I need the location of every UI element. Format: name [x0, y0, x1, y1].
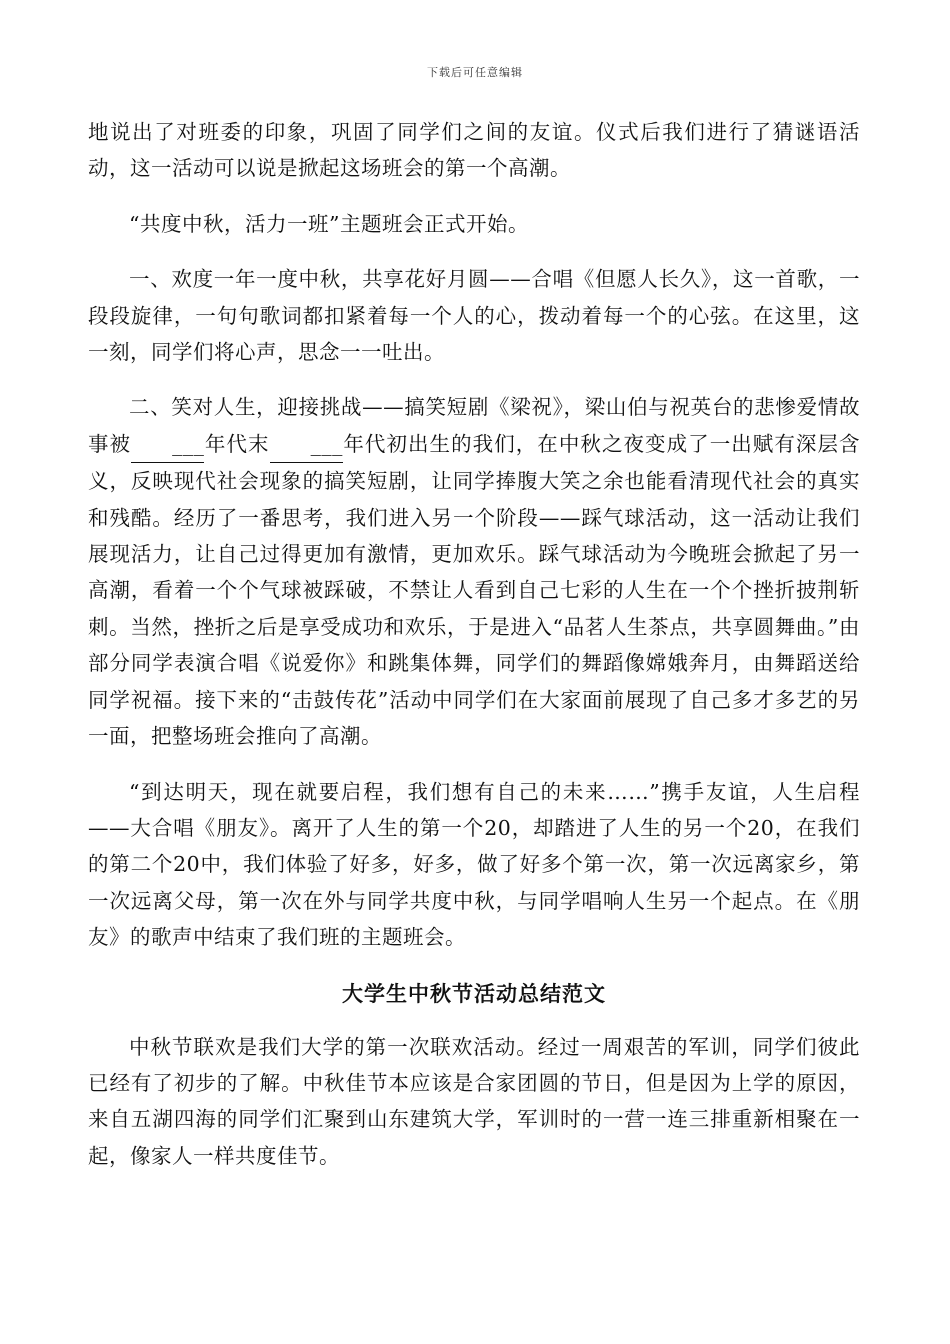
- section-title: 大学生中秋节活动总结范文: [342, 980, 606, 1006]
- part-two-text-b: 年代末: [204, 431, 270, 456]
- paragraph-continuation: 地说出了对班委的印象，巩固了同学们之间的友谊。仪式后我们进行了猜谜语活动，这一活动可以说是掀起这场班会的第一个高潮。: [88, 120, 860, 181]
- paragraph-theme-start: “共度中秋，活力一班”主题班会正式开始。: [129, 211, 529, 236]
- part-two-text-a: 二、笑对人生，迎接挑战——搞笑短剧《梁祝》，梁山伯与祝英台的悲惨爱情故事被: [88, 395, 860, 456]
- paragraph-part-two: [88, 389, 860, 754]
- document-body: [88, 114, 860, 1193]
- part-two-text-c: 年代初出生的我们，在中秋之夜变成了一出赋有深层含义，反映现代社会现象的搞笑短剧，让同学捧腹大笑之余也能看清现代社会的真实和残酷。经历了一番思考，我们进入另一个阶段——踩气球活动，这一活动让我们展现活力，让自己过得更加有激情，更加欢乐。踩气球活动为今晚班会掀起了另一高潮，看着一个个气球被踩破，不禁让人看到自己七彩的人生在一个个挫折披荆斩刺。当然，挫折之后是享受成功和欢乐，于是进入“品茗人生茶点，共享圆舞曲。”由部分同学表演合唱《说爱你》和跳集体舞，同学们的舞蹈像嫦娥奔月，由舞蹈送给同学祝福。接下来的“击鼓传花”活动中同学们在大家面前展现了自己多才多艺的另一面，把整场班会推向了高潮。: [88, 431, 861, 749]
- section-paragraph: 中秋节联欢是我们大学的第一次联欢活动。经过一周艰苦的军训，同学们彼此已经有了初步的了解。中秋佳节本应该是合家团圆的节日，但是因为上学的原因，来自五湖四海的同学们汇聚到山东建筑大学，军训时的一营一连三排重新相聚在一起，像家人一样共度佳节。: [88, 1034, 860, 1168]
- page-header: 下载后可任意编辑: [427, 66, 523, 79]
- paragraph-part-one: 一、欢度一年一度中秋，共享花好月圆——合唱《但愿人长久》，这一首歌，一段段旋律，一句句歌词都扣紧着每一个人的心，拨动着每一个的心弦。在这里，这一刻，同学们将心声，思念一一吐出。: [88, 267, 860, 365]
- fill-blank-2: ___: [270, 426, 343, 463]
- fill-blank-1: ___: [131, 426, 204, 463]
- paragraph-closing: “到达明天，现在就要启程，我们想有自己的未来……”携手友谊，人生启程——大合唱《朋友》。离开了人生的第一个20，却踏进了人生的另一个20，在我们的第二个20中，我们体验了好多，好多，做了好多个第一次，第一次远离家乡，第一次远离父母，第一次在外与同学共度中秋，与同学唱响人生另一个起点。在《朋友》的歌声中结束了我们班的主题班会。: [88, 779, 860, 950]
